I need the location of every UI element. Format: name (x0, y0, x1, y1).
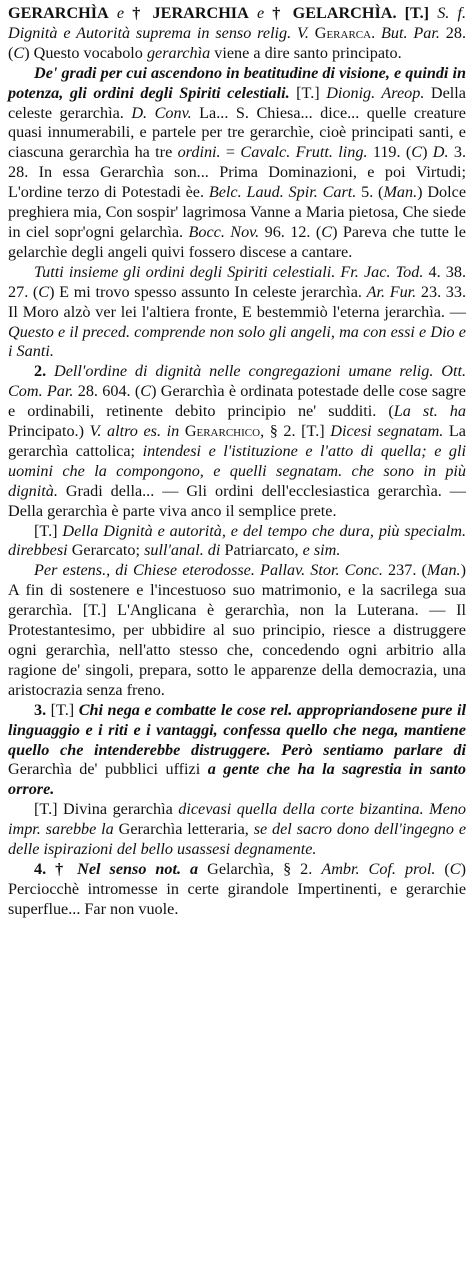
text-run: Cavalc. Frutt. ling. (240, 143, 368, 162)
text-run: sull'anal. di (144, 541, 221, 560)
text-run: Dicesi segnatam. (330, 422, 444, 441)
text-run: [T.] (34, 521, 63, 540)
text-run: e sim. (302, 541, 341, 560)
text-run: Della celeste gerarchìa. (8, 83, 466, 122)
text-run: [T.] (34, 800, 64, 819)
text-run: S. f. Dignità e Autorità suprema in senso relig. V. (8, 4, 467, 42)
sense-2-note-paragraph (8, 522, 466, 562)
text-run: 96. 12. ( (259, 222, 322, 241)
text-run: Belc. Laud. Spir. Cart. (208, 183, 357, 202)
text-run: 28. 604. ( (73, 382, 141, 401)
text-run: Dell'ordine di dignità nelle congregazioni umane relig. Ott. Com. Par. (8, 362, 467, 401)
text-run: Per estens., di Chiese eterodosse. Pallav. Stor. Conc. (34, 561, 383, 580)
sense-1-paragraph (8, 64, 466, 263)
text-run: ordini. (177, 143, 221, 162)
text-run: Gerarca (314, 23, 372, 42)
text-run: ( (435, 859, 450, 878)
text-run: ) E mi trovo spesso assunto In celeste jerarchìa. (49, 282, 367, 301)
text-run: Man. (383, 183, 418, 202)
text-run: Questo e il preced. comprende non solo gli angeli, ma con essi e Dio e i Santi. (8, 322, 466, 361)
text-run: ) Perciocchè intromesse in certe girandole Impertinenti, e gerarchie superflue... Far non vuole. (8, 859, 466, 918)
entry-heading-paragraph (8, 4, 466, 64)
text-run: ) Gerarchìa è ordinata potestade delle cose sagre e ordinabili, retinente debito principio ne' sudditi. ( (8, 382, 466, 421)
text-run: Tutti insieme gli ordini degli Spiriti celestiali. Fr. Jac. Tod. (34, 262, 424, 281)
text-run: 23. 33. Il Moro alzò ver lei l'altiera fronte, E bestemmiò l'eterna jerarchìa. — (8, 282, 467, 321)
text-run: Gerarcato; (67, 541, 145, 560)
text-run: 4. † (34, 859, 78, 878)
text-run: Chi nega e combatte le cose rel. appropriandosene pure il linguaggio e i riti e i vantaggi, confessa quello che nega, mantiene quello che intenderebbe distruggere. Però sentiamo parlare di (8, 700, 466, 759)
text-run: C (38, 282, 50, 301)
text-run: . (371, 23, 381, 42)
text-run: C (449, 859, 461, 878)
text-run: viene a dire santo principato. (210, 43, 402, 62)
text-run: Gerarchico (179, 422, 261, 441)
text-run: V. altro es. in (89, 422, 180, 441)
text-run: C (140, 382, 152, 401)
text-run: 237. ( (382, 561, 427, 580)
text-run: ) Pareva che tutte le gelarchìe degli angeli quivi fossero discese a cantare. (8, 222, 466, 261)
text-run: Divina gerarchìa (63, 800, 179, 819)
text-run: 3. (34, 700, 51, 719)
text-run: a gente che ha la sagrestia in santo orrore. (8, 760, 467, 799)
text-run: ) Dolce preghiera mia, Con sospir' lagrimosa Vanne a Maria pietosa, Che siede in ciel sopr'ogni gelarchìa. (8, 183, 467, 241)
text-run: C (321, 222, 333, 241)
text-run: 4. 38. 27. ( (8, 262, 467, 301)
text-run: Ar. Fur. (366, 282, 417, 301)
text-run: [T.] (50, 700, 79, 719)
text-run: e (108, 4, 133, 22)
text-run: se del sacro dono dell'ingegno e delle ispirazioni del bello usassesi degnamente. (8, 820, 467, 859)
text-run: Gerarchìa letteraria, (113, 820, 254, 839)
text-run: D. Conv. (131, 103, 192, 122)
text-run: La... S. Chiesa... dice... quelle creature quasi innumerabili, e partele per tre gerarchìe, cioè principati santi, e ciascuna gerarchìa ha tre (8, 103, 466, 162)
text-run: † JERARCHIA (132, 4, 249, 22)
text-run: La st. ha (393, 402, 466, 421)
text-run: Gerarchìa de' pubblici uffizi (8, 760, 208, 779)
text-run: 3. 28. In essa Gerarchìa son... Prima Dominazioni, e poi Virtudi; L'ordine terzo di Potestadi èe. (8, 143, 467, 202)
text-run: ) Questo vocabolo (24, 43, 147, 62)
sense-2-extension-paragraph (8, 561, 466, 700)
text-run: Della Dignità e autorità, e del tempo che dura, più specialm. direbbesi (8, 521, 466, 560)
text-run: ) A fin di sostenere e l'incestuoso suo matrimonio, e la sacrilega sua gerarchìa. [T.] L'Anglicana è gerarchìa, non la Luterana. — Il Protestantesimo, per ubbidire al suo principio, riesce a distruggere ogni gerarchìa, nell'atto stesso che, concedendo ogni arbitrio alla ragione de' singoli, prepara, sotto le apparenze della democrazia, una aristocrazia senza freno. (8, 561, 466, 699)
text-run: [T.] (289, 83, 327, 102)
text-run: But. Par. (380, 23, 440, 42)
text-run: Gelarchìa, § 2. (198, 859, 322, 878)
text-run: 28. ( (8, 23, 466, 62)
text-run: intendesi e l'istituzione e l'atto di quella; e gli uomini che la compongono, e quelli segnatam. che sono in più dignità. (8, 441, 466, 500)
text-run: 119. ( (367, 143, 412, 162)
sense-3-paragraph (8, 701, 466, 801)
text-run: Nel senso not. a (77, 859, 199, 878)
text-run: Man. (426, 561, 461, 580)
text-run: , § 2. [T.] (260, 422, 331, 441)
text-run: dicevasi quella della corte bizantina. Meno impr. sarebbe la (8, 800, 467, 839)
text-run: ) (422, 143, 433, 162)
text-run: † GELARCHÌA. [T.] (272, 4, 438, 22)
sense-1-extension-paragraph (8, 263, 466, 363)
text-run: gerarchìa (146, 43, 211, 62)
text-run: 5. ( (356, 183, 384, 202)
text-run: = (220, 143, 241, 162)
text-run: D. (432, 143, 449, 162)
text-run: Bocc. Nov. (188, 222, 260, 241)
text-run: De' gradi per cui ascendono in beatitudine di visione, e quindi in potenza, gli ordini degli Spiriti celestiali. (8, 63, 466, 102)
text-run: Patriarcato, (220, 541, 303, 560)
text-run: 2. (34, 362, 55, 381)
text-run: Ambr. Cof. prol. (321, 859, 436, 878)
text-run: GERARCHÌA (8, 4, 109, 22)
sense-2-paragraph (8, 362, 466, 521)
sense-4-paragraph (8, 860, 466, 920)
sense-3-note-paragraph (8, 800, 466, 860)
text-run: Gradi della... — Gli ordini dell'ecclesiastica gerarchìa. — Della gerarchìa è parte viva anco il semplice prete. (8, 481, 466, 520)
text-run: Principato.) (8, 422, 90, 441)
text-run: C (13, 43, 25, 62)
text-run: Dionig. Areop. (326, 83, 425, 102)
text-run: e (248, 4, 273, 22)
text-run: La gerarchìa cattolica; (8, 422, 466, 460)
text-run: C (411, 143, 423, 162)
